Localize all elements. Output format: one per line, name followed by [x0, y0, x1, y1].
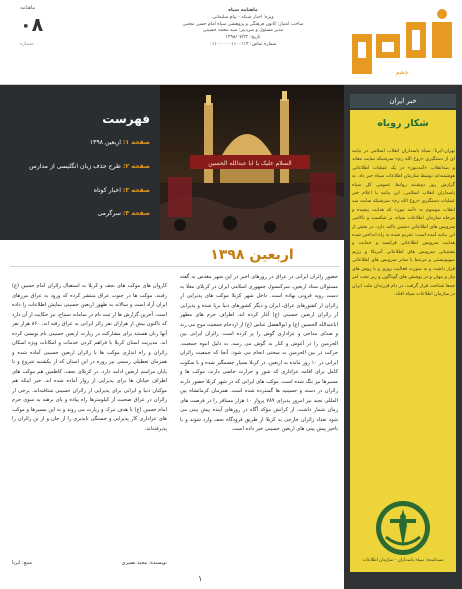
toc-label: اخبار کوتاه	[93, 187, 121, 194]
issue-label: ماهنامه	[20, 5, 36, 11]
header-line: مدیر مسئول و سردبیر: سید محمد حسینی	[202, 28, 284, 34]
header-line: ویژه: اخبار شبکه - پیام سلیمانی	[212, 14, 274, 20]
irgc-emblem-icon	[366, 497, 440, 559]
toc-page: صفحه ۲:	[122, 163, 150, 170]
shrine-photo	[160, 85, 344, 240]
toc-page: صفحه ۳:	[122, 187, 150, 194]
credits-writer: نویسنده: مجید نصیری	[121, 560, 167, 566]
toc-item-english[interactable]	[14, 163, 150, 170]
toc-item-fun[interactable]	[14, 210, 150, 217]
toc-label: سرگرمی	[97, 210, 121, 217]
toc-label: اربعین ۱۳۹۸	[89, 139, 121, 146]
toc-item-arbaeen[interactable]	[14, 139, 150, 146]
article-column-left: کاروان های موکب های نجف و کربلا به استقبال زائران امام حسین (ع) رفتند. موکب ها در جنوب عراق منتشر کرده که ورود به عراق مرزهای ایران آزاد است و سالانه به ظهور اربعین حسینی نمایش اطلاعات را داده است. آخرین گزارش ها از ثبت نام در سامانه سماح، نیز حکایت از آن دارد که تاکنون بیش از هزاران نفر زائر ایرانی به عراق رفته اند. ۸۶۰ هزار نفر آنها زنان هستند برای مشارکت در زیارت اربعین حسینی نام نویسی کرده اند. مدیریت استان کربلا با فراهم کردن خدمات و امکانات ویژه اسکان زائران و راه اندازی موکب ها با زائران اربعین حسینی آماده شده و همزمان تعطیلی رسمی نیز روزه در این استان که از یکشنبه شروع و تا پایان مراسم اربعین ادامه دارد. در کربلای نجف، کاظمین هم موکب های اطراف خیابان ها برای پذیرایی از زوار آماده شده اند. خبر اینکه هم موکبان دنیا و ایرانی برای پذیرایی از زائران حسینی شتافته‌اند. برخی از زائران در عراق صحبت از کیلومترها راه پیاده و پای برهنه به سوی حرم امام حسین (ع) با هدف تبرک و زیارت می روند و به این مسیرها و موکب های عزاداری کار پذیرایی و خستگی ناپذیری را از جان و از تن زائران را پذیرفته‌اند.	[12, 283, 167, 432]
news-label: خبر ایران	[350, 94, 456, 108]
header-info	[150, 8, 336, 49]
article-column-right: حضور زائران ایرانی در عراق در روزهای اخیر در این شهر مقدس به گفته مسئولان ستاد اربعین، سرکنسول جمهوری اسلامی ایران در کربلای معلا به دست رویه فزونی نهاده است. داخل شهر کربلا موکب های پذیرایی از زائران از کشورهای عراق، ایران و دیگر کشورهای دنیا برپا شده و پذیرایی از زائران اربعین حسینی (ع) آغاز کرده اند. اطراف حرم های مطهر اباعبدالله الحسین (ع) و ابوالفضل عباس (ع) از ازدحام جمعیت موج می زند و صدای مداحی و عزاداری گوش را پر کرده است. زائران ایرانی بین الحرمین را در آغوش و کنار به گوش می رسد. به دلیل انبوه جمعیت، حرکت در بین الحرمین به سختی انجام می شود. آنجا که جمعیت زائران ایرانی در ۱۰ روز مانده به اربعین، در کربلا بسیار چشمگیر شده و با سکوت کامل برای اقامه عزاداری که شور و حرارت خاصی دارند، موکب ها و مسیرها نیز تنگ شده است. موکب های ایرانی که در شهر کربلا حضور دارند زائران در دسته و حسینیه ها گسترده شده است. همزمان کرمانشاه بین المللی تجید نیز امروز پذیرای ۷۸۹ پرواز ۱۰ هزار مسافر را در فرصت های زمان شمار داشت. از کرانش مؤکد آگاه در روزهای آینده پیش بینی می شود تعداد زائران خارجی به کربلا از طریق فرودگاه نجف وارد شوند و با تاخیر پیش بینی های اربعین حسینی خبر داده است.	[180, 274, 338, 432]
chashm-logo	[346, 4, 458, 78]
toc-title: فهرست	[102, 112, 150, 126]
article-credits	[12, 560, 167, 566]
header-line: شماره تماس: ۰۰۱۱۰۰۱۱۳ - ۰۱۱۰۰	[209, 41, 277, 47]
logo-text: چشم	[395, 69, 409, 76]
toc-item-short-news[interactable]	[14, 187, 150, 194]
news-body: تهران-ایرنا: سپاه پاسداران انقلاب اسلامی در بیانیه ای از دستگیری «روح الله زم» سرشبکه سایت معاند و ضدانقلاب «آمدنیوز» در یک عملیات اطلاعاتی هوشمندانه توسط سازمان اطلاعات سپاه خبر داد. به گزارش روز دوشنبه روابط عمومی کل سپاه پاسداران انقلاب اسلامی، این بیانیه با اعلام خبر عملیات دستگیری «روح الله زم» سرشبکه سایت ضد انقلاب موسوم به «آمد نیوز» که هدایت پیچیده و مرحله سازمان اطلاعات سپاه، بر شکست و ناکامی سرویس های اطلاعاتی دشمن تاکید دارد. در بخش از این بیانیه آمده است: تحریم شده به راه انداختن شده هدایت سرویس اطلاعاتی فرانسه و حمایت و پشتیبانی سرویس های اطلاعاتی آمریکا و رژیم صهیونیستی و مرتبط با سایر سرویس های اطلاعاتی قرار داشت و به صورت فعالیت روزی و با روش های بیار و پنهان و در پوشش های گوناگون و زیر تحت امر جمعا شناخت قرار گرفت، در دام فرزندان ملت ایران در سازمان اطلاعات سپاه افتاد.	[352, 149, 455, 297]
toc-label: طرح حذف زبان انگلیسی از مدارس	[29, 163, 121, 170]
emblem-caption: تمیه‌کننده: سپاه پاسداران - سازمان اطلاعات	[362, 558, 444, 563]
header-line: صاحب امتیاز: کانون فرهنگی و پژوهشی سپاه امام حسن مجتبی	[182, 21, 304, 27]
issue-number: ۰۸	[20, 14, 44, 36]
article-title: اربعین ۱۳۹۸	[210, 247, 294, 263]
page-number: ۱	[198, 574, 203, 583]
issue-dots: شماره	[20, 41, 34, 47]
news-title: شکار رویاه	[377, 118, 429, 129]
toc-page: صفحه ۱:	[122, 139, 150, 146]
toc-page: صفحه ۴:	[122, 210, 150, 217]
header-line: ماهنامه سپاه	[228, 8, 258, 13]
credits-source: منبع: ایرنا	[12, 560, 33, 566]
article-divider	[10, 266, 340, 267]
photo-banner: السلام علیک یا ابا عبدالله الحسین	[208, 160, 292, 167]
header-line: تاریخ: ۱۳۹۸/۰۷/۲۲	[225, 35, 261, 41]
